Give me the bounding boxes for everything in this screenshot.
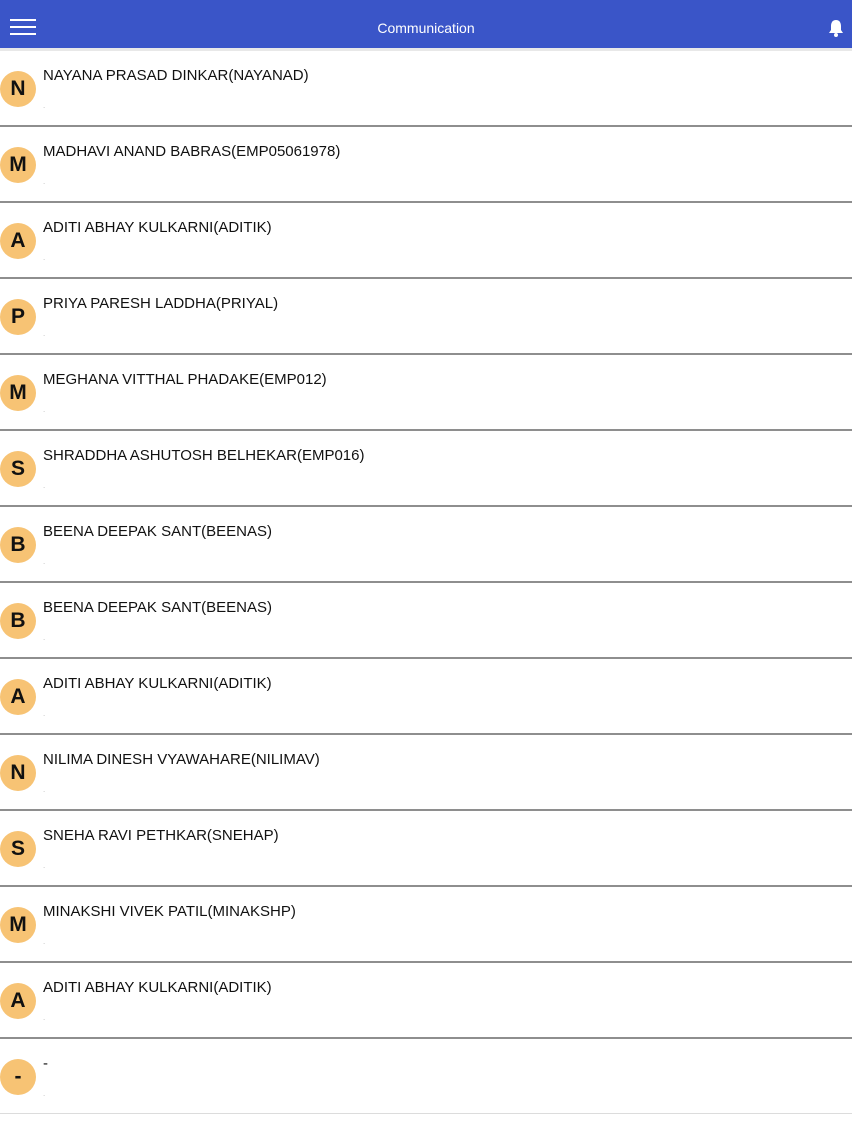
contact-name: MINAKSHI VIVEK PATIL(MINAKSHP) [43,903,296,920]
avatar: M [0,375,36,411]
hamburger-menu-icon-line [10,33,36,35]
list-item[interactable] [0,203,852,279]
list-item[interactable] [0,811,852,887]
top-app-bar [0,8,852,48]
contact-name: NAYANA PRASAD DINKAR(NAYANAD) [43,67,309,84]
contact-name: ADITI ABHAY KULKARNI(ADITIK) [43,675,272,692]
contact-subtitle: . [43,861,46,870]
contact-name: ADITI ABHAY KULKARNI(ADITIK) [43,979,272,996]
hamburger-menu-icon-line [10,26,36,28]
contact-subtitle: . [43,101,46,110]
list-item[interactable] [0,1039,852,1114]
menu-button[interactable] [10,19,36,37]
list-item[interactable] [0,431,852,507]
list-item[interactable] [0,887,852,963]
avatar: N [0,71,36,107]
list-item[interactable] [0,583,852,659]
contact-subtitle: . [43,785,46,794]
status-bar [0,0,852,8]
avatar: A [0,983,36,1019]
avatar: M [0,907,36,943]
contact-name: ADITI ABHAY KULKARNI(ADITIK) [43,219,272,236]
list-item[interactable] [0,279,852,355]
contact-name: SNEHA RAVI PETHKAR(SNEHAP) [43,827,279,844]
avatar: S [0,831,36,867]
avatar: P [0,299,36,335]
list-item[interactable] [0,659,852,735]
avatar: B [0,527,36,563]
avatar: N [0,755,36,791]
avatar: B [0,603,36,639]
contact-name: BEENA DEEPAK SANT(BEENAS) [43,523,272,540]
contact-subtitle: . [43,709,46,718]
notifications-button[interactable] [826,18,846,38]
contact-subtitle: . [43,633,46,642]
contact-name: BEENA DEEPAK SANT(BEENAS) [43,599,272,616]
avatar: - [0,1059,36,1095]
contact-subtitle: . [43,1013,46,1022]
list-item[interactable] [0,127,852,203]
contact-name: PRIYA PARESH LADDHA(PRIYAL) [43,295,279,312]
contact-name: SHRADDHA ASHUTOSH BELHEKAR(EMP016) [43,447,365,464]
list-item[interactable] [0,507,852,583]
list-item[interactable] [0,51,852,127]
list-item[interactable] [0,735,852,811]
page-title: Communication [377,20,475,36]
hamburger-menu-icon [10,19,36,21]
bell-icon [826,18,846,38]
avatar: S [0,451,36,487]
contact-name: MEGHANA VITTHAL PHADAKE(EMP012) [43,371,327,388]
contact-subtitle: . [43,1089,46,1098]
contact-subtitle: . [43,177,46,186]
contact-name: - [43,1055,48,1072]
list-item[interactable] [0,355,852,431]
contact-name: NILIMA DINESH VYAWAHARE(NILIMAV) [43,751,320,768]
avatar: A [0,223,36,259]
contact-subtitle: . [43,557,46,566]
avatar: M [0,147,36,183]
avatar: A [0,679,36,715]
contact-name: MADHAVI ANAND BABRAS(EMP05061978) [43,143,341,160]
contact-subtitle: . [43,329,46,338]
list-item[interactable] [0,963,852,1039]
contact-subtitle: . [43,481,46,490]
contact-subtitle: . [43,253,46,262]
contact-subtitle: . [43,937,46,946]
contact-subtitle: . [43,405,46,414]
contact-list [0,51,852,1114]
